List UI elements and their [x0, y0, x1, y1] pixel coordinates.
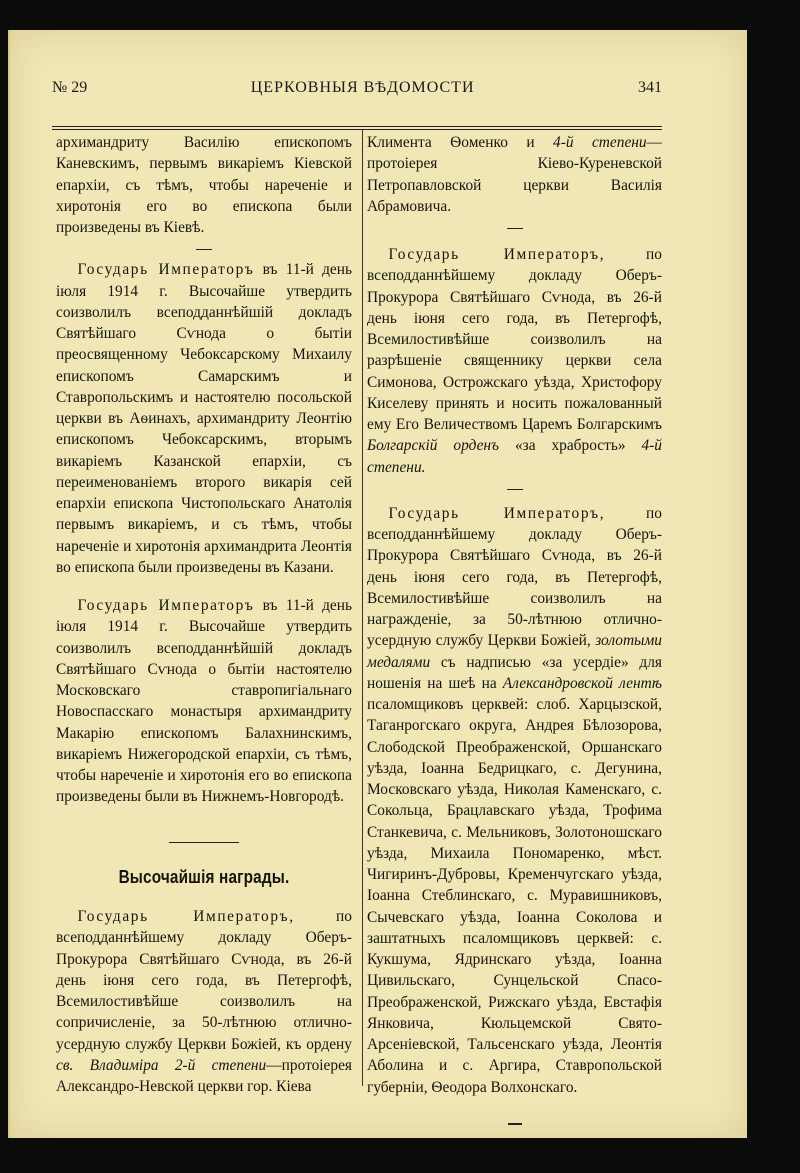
degree-italic: 4-й степени.: [367, 437, 662, 476]
sovereign-emperor-caps: Государь Императоръ: [388, 246, 600, 263]
right-paragraph-1: [367, 132, 662, 217]
paragraph-text: , по всеподданнѣйшему докладу Оберъ-Прокурора Святѣйшаго Сѵнода, въ 26-й день іюня сего года, въ Петергофѣ, Всемилостивѣйше соизволилъ на разрѣшеніе священнику церкви села Симонова, Острожскаго уѣзда, Христофору Киселеву принять и носить пожалованный ему Его Величествомъ Царемъ Болгарскимъ: [367, 246, 662, 433]
paragraph-gap: [56, 578, 352, 595]
right-paragraph-2: [367, 244, 662, 478]
paragraph-text: , по всеподданнѣйшему докладу Оберъ-Прокурора Святѣйшаго Сѵнода, въ 26-й день іюня сего года, въ Петергофѣ, Всемилостивѣйше соизволилъ на сопричисленіе, за 50-лѣтнюю отлично-усердную службу Церкви Божіей, къ ордену: [56, 908, 352, 1053]
paragraph-text: —протоіерея Александро-Невской церкви гор. Кіева: [56, 1056, 352, 1095]
header-rule-top: [52, 126, 662, 127]
paragraph-text: , по всеподданнѣйшему докладу Оберъ-Прокурора Святѣйшаго Сѵнода, въ 26-й день іюня сего года, въ Петергофѣ, Всемилостивѣйше соизволилъ на награжденіе, за 50-лѣтнюю отлично-усердную службу Церкви Божіей,: [367, 504, 662, 650]
right-paragraph-3: [367, 503, 662, 1098]
paragraph-text: съ надписью «за усердіе» для ношенія на шеѣ на: [367, 653, 662, 692]
degree-italic: 4-й степени: [553, 134, 647, 151]
left-paragraph-4: [56, 906, 352, 1097]
paragraph-text: въ 11-й день іюля 1914 г. Высочайше утвердить соизволилъ всеподданнѣйшій докладъ Святѣйшаго Сѵнода о бытіи преосвященному Чебоксарскому Михаилу епископомъ Самарскимъ и Ставропольскимъ и настоятелю посольской церкви въ Аѳинахъ, архимандриту Леонтію епископомъ Чебоксарскимъ, вторымъ викаріемъ Казанской епархіи, съ переименованіемъ второго викарія сей епархіи епископа Чистопольскаго Анатолія первымъ викаріемъ, и съ тѣмъ, чтобы нареченіе и хиротонія архимандрита Леонтія во епископа были произведены въ Казани.: [56, 261, 352, 576]
sovereign-emperor-caps: Государь Императоръ: [77, 597, 255, 614]
page-number: 341: [638, 79, 662, 96]
right-column: [367, 132, 662, 1131]
section-rule: [56, 828, 352, 849]
issue-number: № 29: [52, 79, 88, 96]
left-paragraph-1: архимандриту Василію епископомъ Каневскимъ, первымъ викаріемъ Кіевской епархіи, съ тѣмъ, чтобы нареченіе и хиротонія его во епископа были произведены въ Кіевѣ.: [56, 134, 352, 236]
order-name-italic: св. Владиміра 2-й степени: [56, 1056, 267, 1074]
header-rule-bottom: [52, 129, 662, 130]
paragraph-separator: [56, 238, 352, 259]
sovereign-emperor-caps: Государь Императоръ: [77, 908, 290, 925]
paragraph-text: «за храбрость»: [499, 437, 642, 455]
left-column: [56, 132, 352, 1097]
sovereign-emperor-caps: Государь Императоръ: [77, 261, 255, 279]
paragraph-text: въ 11-й день іюля 1914 г. Высочайше утвердить соизволилъ всеподданнѣйшій докладъ Святѣйшаго Сѵнода о бытіи настоятелю Московскаго ставропигіальнаго Новоспасскаго монастыря архимандриту Макарію епископомъ Балахнинскимъ, викаріемъ Нижегородской епархіи, съ тѣмъ, чтобы нареченіе и хиротонія его во епископа произведены были въ Нижнемъ-Новгородѣ.: [56, 597, 352, 806]
sovereign-emperor-caps: Государь Императоръ: [388, 504, 600, 522]
paragraph-separator: [367, 478, 662, 499]
journal-title: ЦЕРКОВНЫЯ ВѢДОМОСТИ: [250, 79, 475, 96]
paragraph-text: —протоіерея Кіево-Куреневской Петропавловской церкви Василія Абрамовича.: [367, 134, 662, 215]
left-paragraph-3: [56, 595, 352, 808]
left-paragraph-2: [56, 259, 352, 578]
ribbon-italic: Александровской лентѣ: [502, 674, 662, 692]
paragraph-text: псаломщиковъ церквей: слоб. Харцызской, Таганрогскаго округа, Андрея Бѣлозорова, Слободской Преображенской, Оршанскаго уѣзда, Іоанна Бедрицкаго, с. Дегунина, Московскаго уѣзда, Николая Каменскаго, с. Сокольца, Брацлавскаго уѣзда, Трофима Станкевича, с. Мельниковъ, Золотоношскаго уѣзда, Михаила Пономаренко, мѣст. Чигиринъ-Дубровы, Кременчугскаго уѣзда, Іоанна Стеблинскаго, с. Муравишниковъ, Сычевскаго уѣзда, Іоанна Соколова и заштатныхъ псаломщиковъ церквей: с. Кукшума, Ядринскаго уѣзда, Іоанна Цивильскаго, Сунцельской Спасо-Преображенской, Рижскаго уѣзда, Евстафія Янковича, Кюльцемской Свято-Арсеніевской, Тальсенскаго уѣзда, Леонтія Аболина и с. Аргира, Ставропольской губерніи, Ѳеодора Волхонскаго.: [367, 696, 662, 1096]
column-divider: [362, 130, 363, 1086]
article-end-mark: [367, 1110, 662, 1131]
section-title: Высочайшія награды.: [118, 866, 290, 887]
bulgarian-order-italic: Болгарскій орденъ: [367, 437, 500, 455]
page-header: [52, 75, 662, 97]
paragraph-text: Климента Ѳоменко и: [367, 134, 554, 151]
paragraph-separator: [367, 217, 662, 238]
gold-medals-italic: золотыми медалями: [367, 632, 662, 671]
